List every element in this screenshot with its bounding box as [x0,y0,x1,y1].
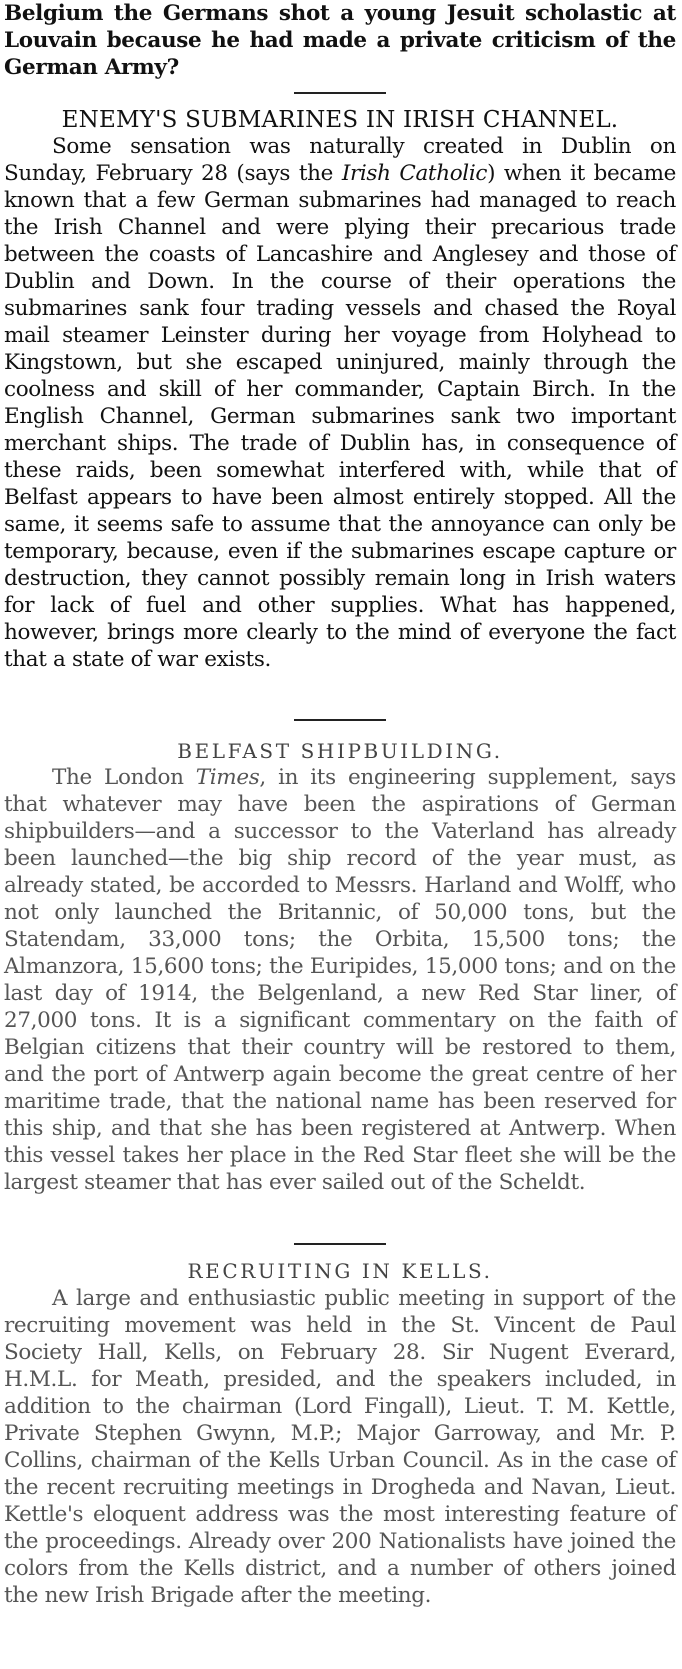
intro-paragraph: Belgium the Germans shot a young Jesuit scholastic at Louvain because he had made a private criticism of the German Army? [4,1,676,80]
intro-fragment [4,0,676,81]
section-divider [294,1243,386,1245]
body-text: Some sensation was naturally created in Dublin on Sunday, February 28 (says the [4,134,676,186]
article-submarines [4,133,676,673]
article-shipbuilding [4,764,676,1196]
article-recruiting-body: A large and enthusiastic public meeting in support of the recruiting movement was held in the St. Vincent de Paul Society Hall, Kells, on February 28. Sir Nugent Everard, H.M.L. for Meath, presided, and the speakers included, in addition to the chairman (Lord Fingall), Lieut. T. M. Kettle, Private Stephen Gwynn, M.P.; Major Garroway, and Mr. P. Collins, chairman of the Kells Urban Council. As in the case of the recent recruiting meetings in Drogheda and Navan, Lieut. Kettle's eloquent address was the most interesting feature of the proceedings. Already over 200 Nationalists have joined the colors from the Kells district, and a number of others joined the new Irish Brigade after the meeting. [4,1286,676,1608]
body-text: The London [52,765,196,790]
article-heading-shipbuilding: BELFAST SHIPBUILDING. [177,739,503,763]
article-recruiting [4,1285,676,1609]
article-heading-recruiting: RECRUITING IN KELLS. [187,1259,493,1283]
body-text: , in its engineering supplement, says that whatever may have been the aspirations of German shipbuilders—and a successor to the Vaterland has already been launched—the big ship record of the year must, as already stated, be accorded to Messrs. Harland and Wolff, who not only launched the Britannic, of 50,000 tons, but the Statendam, 33,000 tons; the Orbita, 15,500 tons; the Almanzora, 15,600 tons; the Euripides, 15,000 tons; and on the last day of 1914, the Belgenland, a new Red Star liner, of 27,000 tons. It is a significant commentary on the faith of Belgian citizens that their country will be restored to them, and the port of Antwerp again become the great centre of her maritime trade, that the national name has been reserved for this ship, and that she has been registered at Antwerp. When this vessel takes her place in the Red Star fleet she will be the largest steamer that has ever sailed out of the Scheldt. [4,765,676,1195]
section-divider [294,719,386,721]
article-submarines-body [4,133,676,673]
body-text: ) when it became known that a few German submarines had managed to reach the Irish Channel and were plying their precarious trade between the coasts of Lancashire and Anglesey and those of Dublin and Down. In the course of their operations the submarines sank four trading vessels and chased the Royal mail steamer Leinster during her voyage from Holyhead to Kingstown, but she escaped uninjured, mainly through the coolness and skill of her commander, Captain Birch. In the English Channel, German submarines sank two important merchant ships. The trade of Dublin has, in consequence of these raids, been somewhat interfered with, while that of Belfast appears to have been almost entirely stopped. All the same, it seems safe to assume that the annoyance can only be temporary, because, even if the submarines escape capture or destruction, they cannot possibly remain long in Irish waters for lack of fuel and other supplies. What has happened, however, brings more clearly to the mind of everyone the fact that a state of war exists. [4,161,676,672]
article-heading-submarines: ENEMY'S SUBMARINES IN IRISH CHANNEL. [61,107,619,133]
publication-name: Irish Catholic [341,161,488,186]
article-shipbuilding-body [4,764,676,1196]
section-divider [294,92,386,94]
publication-name: Times [195,765,260,790]
